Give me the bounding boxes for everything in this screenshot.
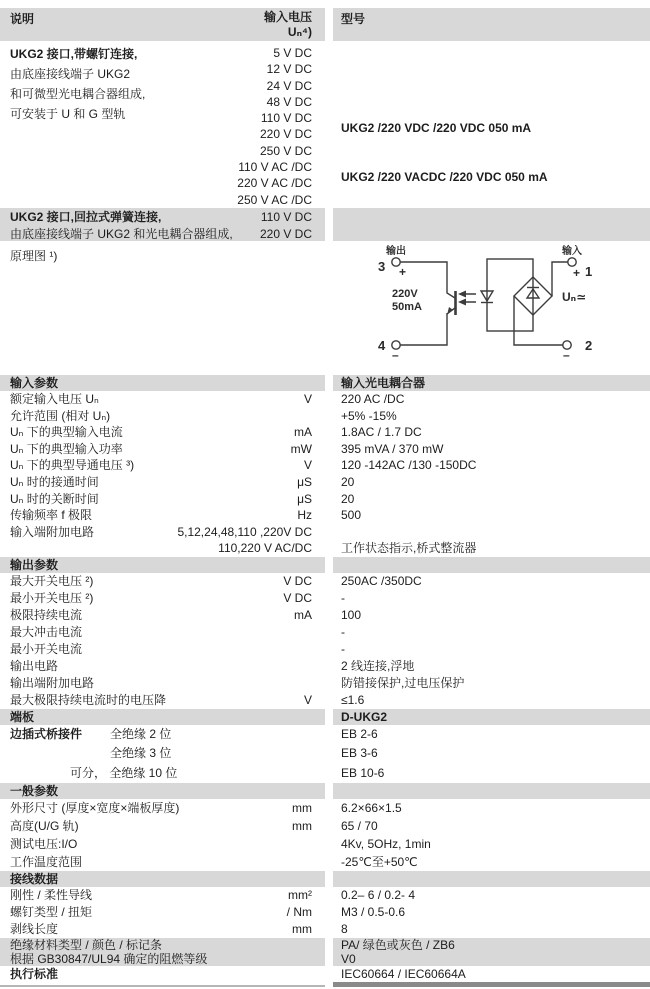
section-header-right-cell xyxy=(333,783,650,799)
variant-description-line: 由底座接线端子 UKG2 xyxy=(10,67,131,81)
col-header-description: 说明 xyxy=(10,12,35,26)
table-row xyxy=(0,887,650,904)
variant-description-line: 由底座接线端子 UKG2 和光电耦合器组成, xyxy=(10,226,233,241)
row-label: 高度(U/G 轨) xyxy=(10,818,79,833)
row-value-cell xyxy=(333,952,650,966)
row-value-cell xyxy=(333,764,650,783)
model-number: UKG2 /220 VDC /220 VDC 050 mA xyxy=(341,121,532,135)
row-label: 螺钉类型 / 扭矩 xyxy=(10,904,93,919)
row-value: EB 2-6 xyxy=(341,726,378,741)
schematic-block xyxy=(0,241,650,375)
row-value-cell xyxy=(333,507,650,524)
column-gutter xyxy=(325,709,333,725)
row-value: 500 xyxy=(341,508,362,523)
section xyxy=(0,871,650,938)
row-label-cell xyxy=(0,658,325,675)
table-row xyxy=(0,441,650,458)
section-header-band xyxy=(0,375,650,391)
section-header-band xyxy=(0,783,650,799)
row-value-cell xyxy=(333,624,650,641)
row-value-cell xyxy=(333,817,650,835)
row-value-cell xyxy=(333,675,650,692)
col-header-model: 型号 xyxy=(341,12,366,26)
row-value-cell xyxy=(333,524,650,541)
row-value-cell xyxy=(333,799,650,817)
section-right-header-label: D-UKG2 xyxy=(341,709,388,724)
column-gutter xyxy=(325,853,333,871)
bottom-rule-right xyxy=(333,982,650,987)
spring-variant-right-cell xyxy=(333,208,650,241)
section xyxy=(0,966,650,982)
column-gutter xyxy=(325,457,333,474)
row-value: 65 / 70 xyxy=(341,818,378,833)
table-header-band xyxy=(0,8,650,41)
column-gutter xyxy=(325,590,333,607)
section-header-band xyxy=(0,871,650,887)
row-value-cell xyxy=(333,692,650,709)
table-row xyxy=(0,835,650,853)
column-gutter xyxy=(325,675,333,692)
table-row xyxy=(0,921,650,938)
input-voltage-option: 5 V DC xyxy=(273,46,312,60)
row-label-cell xyxy=(0,540,325,557)
model-number: UKG2 /220 VACDC /220 VDC 050 mA xyxy=(341,170,548,184)
row-label: 输出电路 xyxy=(10,658,59,673)
row-label-cell xyxy=(0,457,325,474)
column-gutter xyxy=(325,871,333,887)
table-row xyxy=(0,424,650,441)
row-label: 测试电压:I/O xyxy=(10,836,78,851)
row-unit: mm xyxy=(292,800,312,815)
row-value: 防错接保护,过电压保护 xyxy=(341,675,465,690)
row-label-cell xyxy=(0,507,325,524)
row-value-cell xyxy=(333,725,650,744)
column-gutter xyxy=(325,391,333,408)
row-label: Uₙ 下的典型输入电流 xyxy=(10,425,123,440)
column-gutter xyxy=(325,835,333,853)
input-voltage-option: 110 V AC /DC xyxy=(238,160,312,175)
row-value-cell xyxy=(333,457,650,474)
rating-current: 50mA xyxy=(392,301,422,313)
column-gutter xyxy=(325,764,333,783)
variant-description-line: UKG2 接口,带螺钉连接, xyxy=(10,47,138,61)
column-gutter xyxy=(325,524,333,541)
table-row xyxy=(0,590,650,607)
row-value-cell xyxy=(333,540,650,557)
input-voltage-option: 220 V DC xyxy=(259,127,312,142)
section-header-label: 端板 xyxy=(10,709,35,724)
row-sub-label: 全绝缘 3 位 xyxy=(110,746,172,761)
row-unit: 110,220 V AC/DC xyxy=(218,541,312,556)
row-value: ≤1.6 xyxy=(341,692,365,707)
row-value: -25℃至+50℃ xyxy=(341,854,418,869)
row-label-cell xyxy=(0,853,325,871)
row-label-cell xyxy=(0,725,325,744)
terminal-2: 2 xyxy=(585,338,593,353)
input-voltage-option: 110 V DC xyxy=(260,210,312,224)
column-gutter xyxy=(325,8,333,41)
input-voltage-option: 24 V DC xyxy=(266,78,312,93)
row-value-cell xyxy=(333,641,650,658)
row-label: 剥线长度 xyxy=(10,921,59,936)
table-row xyxy=(0,692,650,709)
row-value-cell xyxy=(333,474,650,491)
row-label: Uₙ 时的接通时间 xyxy=(10,474,99,489)
table-row xyxy=(0,853,650,871)
row-label: 最大开关电压 ²) xyxy=(10,573,94,588)
table-row xyxy=(0,573,650,590)
bottom-rule-left xyxy=(0,985,325,987)
column-gutter xyxy=(325,208,333,241)
row-label: 边插式桥接件 xyxy=(10,726,83,741)
column-gutter xyxy=(325,491,333,508)
row-value: V0 xyxy=(341,951,356,966)
screw-variant-block xyxy=(0,41,650,208)
row-value: 工作状态指示,桥式整流器 xyxy=(341,541,477,556)
table-row xyxy=(0,744,650,763)
table-row xyxy=(0,474,650,491)
table-row xyxy=(0,641,650,658)
row-value-cell xyxy=(333,904,650,921)
row-label-cell xyxy=(0,835,325,853)
section-right-header-label: 输入光电耦合器 xyxy=(341,376,426,390)
column-gutter xyxy=(325,658,333,675)
header-right-cell xyxy=(333,8,650,41)
section xyxy=(0,375,650,557)
table-row xyxy=(0,391,650,408)
section-header-label: 输出参数 xyxy=(10,557,59,572)
row-value: M3 / 0.5-0.6 xyxy=(341,904,406,919)
table-row xyxy=(0,764,650,783)
variant-description-line: 和可微型光电耦合器组成, xyxy=(10,87,146,101)
row-label-cell xyxy=(0,817,325,835)
column-gutter xyxy=(325,952,333,966)
table-row xyxy=(0,938,650,952)
variant-description-line: 可安装于 U 和 G 型轨 xyxy=(10,107,126,121)
row-sub-label: 全绝缘 2 位 xyxy=(110,726,172,741)
row-value-cell xyxy=(333,491,650,508)
column-gutter xyxy=(325,966,333,982)
row-label-cell xyxy=(0,744,325,763)
col-header-input-voltage xyxy=(264,10,312,40)
row-unit: 5,12,24,48,110 ,220V DC xyxy=(177,524,312,539)
input-voltage-option: 220 V AC /DC xyxy=(237,176,312,191)
column-gutter xyxy=(325,921,333,938)
row-label-cell xyxy=(0,904,325,921)
row-value: - xyxy=(341,641,345,656)
row-label: 极限持续电流 xyxy=(10,607,83,622)
row-value: 0.2– 6 / 0.2- 4 xyxy=(341,887,416,902)
column-gutter xyxy=(325,607,333,624)
row-unit: mm xyxy=(292,921,312,936)
column-gutter xyxy=(325,904,333,921)
row-label-cell xyxy=(0,441,325,458)
row-label-cell xyxy=(0,590,325,607)
row-label: 最小开关电流 xyxy=(10,641,83,656)
row-value-cell xyxy=(333,658,650,675)
row-label-cell xyxy=(0,624,325,641)
column-gutter xyxy=(325,375,333,391)
row-value: IEC60664 / IEC60664A xyxy=(341,966,466,981)
table-row xyxy=(0,408,650,425)
row-label-cell xyxy=(0,491,325,508)
row-label: 额定输入电压 Uₙ xyxy=(10,392,99,406)
terminal-2-polarity: – xyxy=(563,348,570,362)
input-voltage-option: 12 V DC xyxy=(266,62,312,77)
column-gutter xyxy=(325,557,333,573)
column-gutter xyxy=(325,799,333,817)
table-row xyxy=(0,624,650,641)
row-value-cell xyxy=(333,835,650,853)
row-label: 根据 GB30847/UL94 确定的阻燃等级 xyxy=(10,951,208,966)
row-value: 4Kv, 5OHz, 1min xyxy=(341,836,431,851)
input-voltage-option: 250 V AC /DC xyxy=(237,192,312,207)
section-header-label: 接线数据 xyxy=(10,871,59,886)
row-value: 100 xyxy=(341,607,362,622)
row-label: 传输频率 f 极限 xyxy=(10,508,93,523)
row-value: 20 xyxy=(341,491,355,506)
row-label: 输入端附加电路 xyxy=(10,524,95,539)
row-label-cell xyxy=(0,966,325,982)
terminal-1: 1 xyxy=(585,264,593,279)
row-label: 最大极限持续电流时的电压降 xyxy=(10,692,167,707)
row-value: EB 10-6 xyxy=(341,765,385,780)
row-unit: V xyxy=(303,692,312,707)
column-gutter xyxy=(325,624,333,641)
section-header-left-cell xyxy=(0,871,325,887)
row-unit: V DC xyxy=(283,590,312,605)
table-row xyxy=(0,725,650,744)
row-value-cell xyxy=(333,938,650,952)
row-value: 1.8AC / 1.7 DC xyxy=(341,425,422,440)
row-unit: μS xyxy=(297,491,312,506)
row-label-cell xyxy=(0,524,325,541)
column-gutter xyxy=(325,474,333,491)
row-value-cell xyxy=(333,408,650,425)
schematic-caption: 原理图 ¹) xyxy=(10,249,58,263)
column-gutter xyxy=(325,938,333,952)
row-label-cell xyxy=(0,408,325,425)
row-unit: mm xyxy=(292,818,312,833)
section xyxy=(0,557,650,709)
table-row xyxy=(0,966,650,982)
section xyxy=(0,938,650,966)
row-value-cell xyxy=(333,424,650,441)
row-value-cell xyxy=(333,744,650,763)
section-header-left-cell xyxy=(0,709,325,725)
row-label-cell xyxy=(0,641,325,658)
section-header-right-cell xyxy=(333,375,650,391)
row-label: Uₙ 时的关断时间 xyxy=(10,491,99,506)
row-value-cell xyxy=(333,391,650,408)
row-label-cell xyxy=(0,921,325,938)
row-label: 允许范围 (相对 Uₙ) xyxy=(10,408,111,423)
column-gutter xyxy=(325,441,333,458)
row-unit: Hz xyxy=(297,508,312,523)
column-gutter xyxy=(325,744,333,763)
row-label-cell xyxy=(0,887,325,904)
optocoupler-schematic xyxy=(362,241,615,375)
column-gutter xyxy=(325,507,333,524)
row-unit: V xyxy=(303,392,312,406)
table-row xyxy=(0,507,650,524)
section-header-left-cell xyxy=(0,375,325,391)
row-value: - xyxy=(341,624,345,639)
column-gutter xyxy=(325,573,333,590)
row-value: - xyxy=(341,590,345,605)
row-value: 2 线连接,浮地 xyxy=(341,658,415,673)
row-label-cell xyxy=(0,764,325,783)
row-value: EB 3-6 xyxy=(341,746,378,761)
row-label: 输出端附加电路 xyxy=(10,675,95,690)
section-header-band xyxy=(0,557,650,573)
col-header-un-symbol: Uₙ⁴) xyxy=(287,25,312,39)
row-value-cell xyxy=(333,441,650,458)
input-voltage-option: 220 V DC xyxy=(259,226,312,241)
column-gutter xyxy=(325,641,333,658)
table-row xyxy=(0,817,650,835)
terminal-3: 3 xyxy=(378,259,386,274)
row-value: 6.2×66×1.5 xyxy=(341,800,402,815)
row-value: 250AC /350DC xyxy=(341,573,422,588)
row-label: 执行标准 xyxy=(10,966,59,981)
row-value: 395 mVA / 370 mW xyxy=(341,441,444,456)
col-header-input-voltage-line1: 输入电压 xyxy=(263,10,312,24)
row-label: 刚性 / 柔性导线 xyxy=(10,887,93,902)
terminal-3-polarity: + xyxy=(399,265,407,279)
terminal-1-polarity: + xyxy=(573,266,581,280)
row-unit: V DC xyxy=(283,573,312,588)
section-header-right-cell xyxy=(333,709,650,725)
row-sub-label: 可分， 全绝缘 10 位 xyxy=(70,765,178,780)
section-header-band xyxy=(0,709,650,725)
un-input-symbol: Uₙ≃ xyxy=(562,290,587,304)
row-value-cell xyxy=(333,607,650,624)
table-row xyxy=(0,658,650,675)
row-value-cell xyxy=(333,966,650,982)
terminal-4-polarity: – xyxy=(392,348,399,362)
rating-voltage: 220V xyxy=(392,288,418,300)
row-unit: / Nm xyxy=(286,904,312,919)
column-gutter xyxy=(325,725,333,744)
row-label: 外形尺寸 (厚度×宽度×端板厚度) xyxy=(10,800,180,815)
row-value-cell xyxy=(333,853,650,871)
column-gutter xyxy=(325,408,333,425)
table-row xyxy=(0,675,650,692)
parameter-sections xyxy=(0,375,650,982)
section-header-right-cell xyxy=(333,557,650,573)
row-value: 120 -142AC /130 -150DC xyxy=(341,458,477,473)
header-left-cell xyxy=(0,8,325,41)
input-label: 输入 xyxy=(562,246,582,257)
table-row xyxy=(0,524,650,541)
table-row xyxy=(0,904,650,921)
column-gutter xyxy=(325,692,333,709)
row-label-cell xyxy=(0,474,325,491)
row-label-cell xyxy=(0,692,325,709)
row-unit: mA xyxy=(294,607,312,622)
table-row xyxy=(0,607,650,624)
row-value: PA/ 绿色或灰色 / ZB6 xyxy=(341,937,455,952)
row-label-cell xyxy=(0,391,325,408)
section-header-left-cell xyxy=(0,783,325,799)
table-row xyxy=(0,457,650,474)
column-gutter xyxy=(325,783,333,799)
row-unit: mA xyxy=(294,425,312,440)
input-voltage-option: 110 V DC xyxy=(260,111,312,126)
row-unit: mW xyxy=(290,441,312,456)
table-row xyxy=(0,799,650,817)
row-label-cell xyxy=(0,799,325,817)
section-header-left-cell xyxy=(0,557,325,573)
table-row xyxy=(0,952,650,966)
output-label: 输出 xyxy=(386,246,406,257)
row-value-cell xyxy=(333,921,650,938)
row-unit: mm² xyxy=(288,887,312,902)
row-value: 220 AC /DC xyxy=(341,392,405,406)
column-gutter xyxy=(325,424,333,441)
input-voltage-option: 48 V DC xyxy=(266,94,312,109)
row-label-cell xyxy=(0,952,325,966)
row-label: Uₙ 下的典型输入功率 xyxy=(10,441,123,456)
row-value: 8 xyxy=(341,921,348,936)
row-label: 绝缘材料类型 / 颜色 / 标记条 xyxy=(10,937,163,952)
spring-variant-block xyxy=(0,208,650,241)
section xyxy=(0,709,650,783)
table-row xyxy=(0,491,650,508)
row-label-cell xyxy=(0,675,325,692)
section-header-label: 输入参数 xyxy=(10,376,59,390)
row-label-cell xyxy=(0,424,325,441)
input-voltage-option: 250 V DC xyxy=(259,143,312,158)
row-value-cell xyxy=(333,887,650,904)
row-unit: μS xyxy=(297,474,312,489)
spring-variant-left-cell xyxy=(0,208,325,241)
row-value: 20 xyxy=(341,474,355,489)
row-label: 最大冲击电流 xyxy=(10,624,83,639)
row-unit: V xyxy=(303,458,312,473)
input-voltage-list xyxy=(0,45,312,208)
section-header-label: 一般参数 xyxy=(10,783,59,798)
column-gutter xyxy=(325,887,333,904)
column-gutter xyxy=(325,540,333,557)
table-row xyxy=(0,540,650,557)
row-label-cell xyxy=(0,607,325,624)
row-value-cell xyxy=(333,573,650,590)
row-label-cell xyxy=(0,573,325,590)
variant-description-line: UKG2 接口,回拉式弹簧连接, xyxy=(10,210,162,224)
row-label-cell xyxy=(0,938,325,952)
row-label: 工作温度范围 xyxy=(10,854,83,869)
section xyxy=(0,783,650,871)
terminal-4: 4 xyxy=(378,338,386,353)
column-gutter xyxy=(325,817,333,835)
section-header-right-cell xyxy=(333,871,650,887)
row-label: Uₙ 下的典型导通电压 ³) xyxy=(10,458,135,473)
row-label: 最小开关电压 ²) xyxy=(10,590,94,605)
row-value-cell xyxy=(333,590,650,607)
row-value: +5% -15% xyxy=(341,408,397,423)
